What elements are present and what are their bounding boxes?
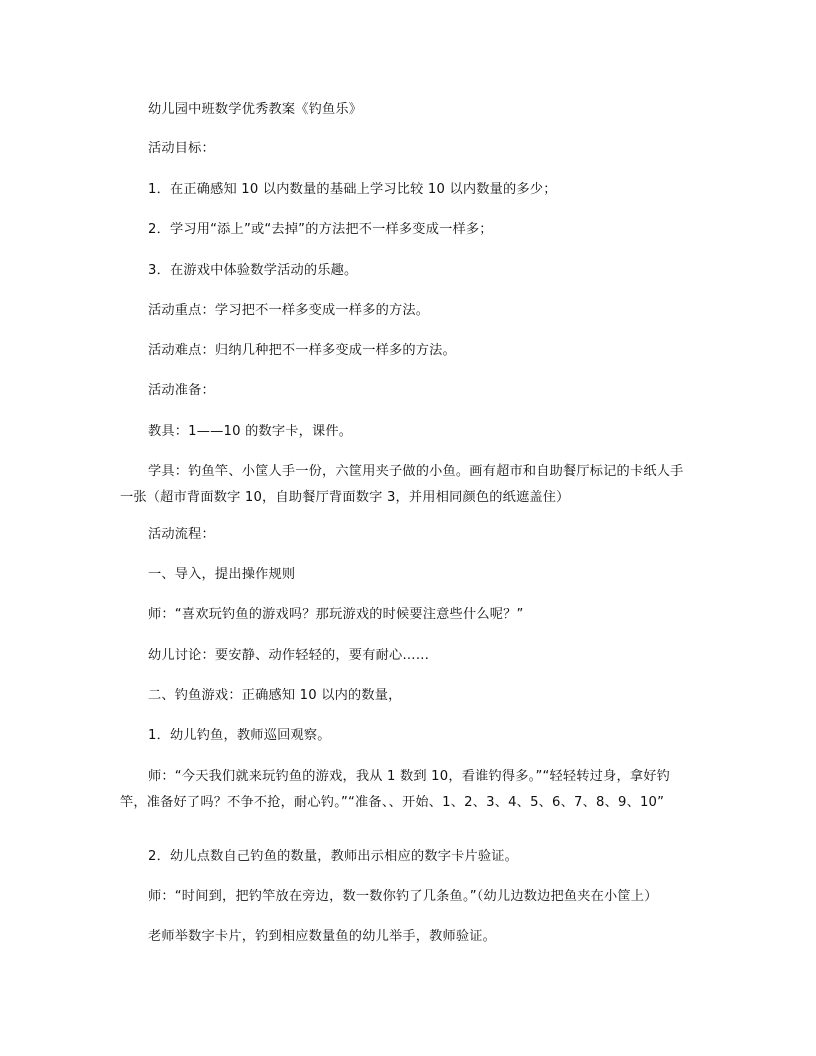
teacher-dialogue-3: 师：“时间到，把钓竿放在旁边，数一数你钓了几条鱼。”（幼儿边数边把鱼夹在小筐上）	[148, 889, 658, 904]
teaching-aids: 教具：1——10 的数字卡，课件。	[148, 424, 353, 439]
goal-item-3: 3．在游戏中体验数学活动的乐趣。	[148, 263, 358, 278]
document-title: 幼儿园中班数学优秀教案《钓鱼乐》	[148, 102, 363, 117]
heading-activity-process: 活动流程：	[148, 527, 215, 542]
activity-key-point: 活动重点：学习把不一样多变成一样多的方法。	[148, 303, 430, 318]
heading-activity-preparation: 活动准备：	[148, 383, 215, 398]
section-heading-2: 二、钓鱼游戏：正确感知 10 以内的数量，	[148, 688, 402, 703]
learning-materials: 学具：钓鱼竿、小筐人手一份，六筐用夹子做的小鱼。画有超市和自助餐厅标记的卡纸人手一张（超市背面数字 10，自助餐厅背面数字 3，并用相同颜色的纸遮盖住）	[120, 464, 684, 505]
step-item-1: 1．幼儿钓鱼，教师巡回观察。	[148, 728, 331, 743]
teacher-dialogue-2: 师：“今天我们就来玩钓鱼的游戏，我从 1 数到 10，看谁钓得多。”“轻轻转过身，拿好钓竿，准备好了吗？不争不抢，耐心钓。”“准备、、开始、1、2、3、4、5、6、7、8、9、10”	[120, 769, 671, 810]
section-heading-1: 一、导入，提出操作规则	[148, 567, 296, 582]
heading-activity-goals: 活动目标：	[148, 141, 215, 156]
children-discussion: 幼儿讨论：要安静、动作轻轻的，要有耐心……	[148, 648, 430, 663]
activity-difficulty: 活动难点：归纳几种把不一样多变成一样多的方法。	[148, 343, 456, 358]
teacher-verification: 老师举数字卡片，钓到相应数量鱼的幼儿举手，教师验证。	[148, 929, 497, 944]
teacher-dialogue-1: 师：“喜欢玩钓鱼的游戏吗？那玩游戏的时候要注意些什么呢？”	[148, 607, 524, 622]
goal-item-1: 1．在正确感知 10 以内数量的基础上学习比较 10 以内数量的多少；	[148, 182, 557, 197]
goal-item-2: 2．学习用“添上”或“去掉”的方法把不一样多变成一样多；	[148, 222, 493, 237]
step-item-2: 2．幼儿点数自己钓鱼的数量，教师出示相应的数字卡片验证。	[148, 849, 519, 864]
